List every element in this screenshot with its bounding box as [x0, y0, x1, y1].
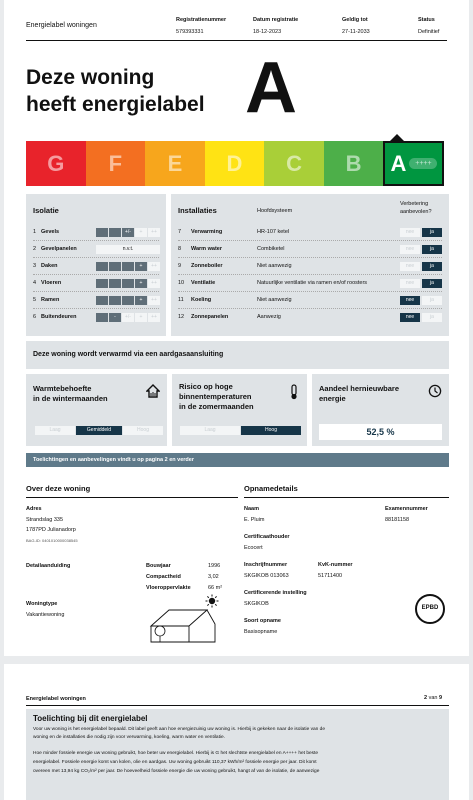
adres-code: BAG-ID: 0401010000038545	[26, 538, 78, 543]
isolatie-num-2: 2	[33, 246, 37, 252]
page2-heading: Toelichting bij dit energielabel	[33, 714, 148, 723]
scale-letter-c: C	[286, 151, 302, 176]
installaties-ja-7: ja	[422, 228, 442, 237]
isolatie-seg-1-2: +/-	[122, 228, 134, 237]
header-value-status: Definitief	[418, 29, 440, 35]
installaties-ja-10: ja	[422, 279, 442, 288]
isolatie-label-1: Gevels	[41, 229, 60, 235]
installaties-col-improve-1: Verbetering	[400, 201, 429, 207]
installaties-num-11: 11	[178, 297, 184, 303]
installaties-label-12: Zonnepanelen	[191, 314, 229, 320]
kvk-label: KvK-nummer	[318, 562, 353, 568]
compact-label: Compactheid	[146, 574, 181, 580]
installaties-num-10: 10	[178, 280, 185, 286]
isolatie-seg-6-2: +/-	[122, 313, 134, 322]
soort-value: Basisopname	[244, 629, 278, 635]
installaties-text-12: Aanwezig	[257, 314, 281, 320]
page2-rule	[26, 705, 449, 706]
header-rule	[26, 40, 447, 41]
page-of: van	[428, 695, 438, 701]
para1-line-2: woning en de installaties die nodig zijn voor verwarming, koeling, warm water en ventilatie.	[33, 735, 225, 740]
isolatie-divider	[33, 291, 159, 293]
adres-label: Adres	[26, 506, 42, 512]
heating-text: Deze woning wordt verwarmd via een aardgasaansluiting	[33, 351, 224, 358]
epbd-seal-text: EPBD	[421, 605, 439, 611]
isolatie-label-4: Vloeren	[41, 280, 62, 286]
isolatie-seg-6-0	[96, 313, 108, 322]
scale-letter-g: G	[47, 151, 65, 176]
exam-value: 88181158	[385, 517, 410, 523]
installaties-label-8: Warm water	[191, 246, 222, 252]
installaties-ja-11: ja	[422, 296, 442, 305]
installaties-label-9: Zonneboiler	[191, 263, 223, 269]
isolatie-value-2: n.v.t.	[96, 245, 160, 254]
isolatie-seg-5-2	[122, 296, 134, 305]
installaties-text-11: Niet aanwezig	[257, 297, 292, 303]
cert-value: Ecocert	[244, 545, 263, 551]
vloer-value: 66 m²	[208, 585, 223, 591]
isolatie-seg-6-1: -	[109, 313, 121, 322]
compact-value: 3,02	[208, 574, 219, 580]
warmtebehoefte-title	[33, 384, 108, 404]
thermometer-icon	[288, 384, 300, 400]
installaties-divider	[178, 308, 442, 310]
hernieuwbaar-title-1: Aandeel hernieuwbare	[319, 384, 400, 393]
installaties-col-head: Hoofdsysteem	[257, 208, 293, 214]
warmtebehoefte-gemiddeld: Gemiddeld	[76, 426, 122, 435]
about-rule	[26, 497, 238, 498]
installaties-ja-12: ja	[422, 313, 442, 322]
isolatie-label-2: Gevelpanelen	[41, 246, 77, 252]
bouwjaar-value: 1996	[208, 563, 221, 569]
header-value-valid: 27-11-2033	[342, 29, 370, 35]
renewable-icon	[428, 384, 442, 398]
hernieuwbaar-value: 52,5 %	[366, 427, 395, 437]
adres-line-2: 1787PD Julianadorp	[26, 527, 76, 533]
isolatie-seg-1-1	[109, 228, 121, 237]
installaties-divider	[178, 257, 442, 259]
isolatie-seg-3-0	[96, 262, 108, 271]
isolatie-num-1: 1	[33, 229, 37, 235]
warmtebehoefte-title-1: Warmtebehoefte	[33, 384, 92, 393]
installaties-num-12: 12	[178, 314, 185, 320]
installaties-divider	[178, 291, 442, 293]
para2-line-1: Hoe minder fossiele energie uw woning gebruikt, hoe beter uw energielabel. Hierbij is G het slechtste energielabel en A++++ het beste	[33, 751, 319, 756]
installaties-divider	[178, 240, 442, 242]
document-title: Energielabel woningen	[26, 22, 97, 29]
notice-text: Toelichtingen en aanbevelingen vindt u op pagina 2 en verder	[33, 457, 194, 463]
opname-rule	[244, 497, 449, 498]
isolatie-seg-5-3: +	[135, 296, 147, 305]
isolatie-seg-6-4: ++	[148, 313, 160, 322]
isolatie-seg-4-3: +	[135, 279, 147, 288]
inschr-value: SKGIKOB 013063	[244, 573, 289, 579]
installaties-num-7: 7	[178, 229, 182, 235]
header-label-status: Status	[418, 17, 435, 23]
isolatie-title: Isolatie	[33, 206, 59, 215]
isolatie-seg-4-1	[109, 279, 121, 288]
installaties-nee-8: nee	[400, 245, 420, 254]
adres-line-1: Strandslag 335	[26, 517, 63, 523]
isolatie-seg-6-3: +	[135, 313, 147, 322]
scale-active-pointer	[390, 134, 404, 141]
header-value-date: 18-12-2023	[253, 29, 282, 35]
page2-para-2	[33, 749, 319, 776]
hernieuwbaar-title-2: energie	[319, 394, 346, 403]
scale-letter-e: E	[167, 151, 183, 176]
page-1	[4, 0, 469, 656]
soort-label: Soort opname	[244, 618, 281, 624]
kvk-value: 51711400	[318, 573, 343, 579]
isolatie-divider	[33, 308, 159, 310]
risico-hoog: Hoog	[241, 426, 301, 435]
type-label: Woningtype	[26, 601, 58, 607]
installaties-nee-10: nee	[400, 279, 420, 288]
vloer-label: Vloeroppervlakte	[146, 585, 191, 591]
para2-line-3: overeen met 13,94 kg CO₂/m² per jaar. De hoeveelheid fossiele energie die uw woning gebruikt, hangt af van de isolatie, de aanwezige	[33, 769, 320, 774]
inst-value: SKGIKOB	[244, 601, 269, 607]
installaties-nee-9: nee	[400, 262, 420, 271]
page2-para-1	[33, 726, 325, 742]
isolatie-num-6: 6	[33, 314, 37, 320]
scale-letter-b: B	[345, 151, 362, 176]
installaties-label-11: Koeling	[191, 297, 212, 303]
installaties-ja-8: ja	[422, 245, 442, 254]
para1-line-1: Voor uw woning is het energielabel bepaald. Dit label geeft aan hoe energiezuinig uw woning is. Hierbij is gekeken naar de isolatie van de	[33, 727, 325, 732]
installaties-text-9: Niet aanwezig	[257, 263, 292, 269]
isolatie-seg-4-0	[96, 279, 108, 288]
isolatie-num-4: 4	[33, 280, 37, 286]
isolatie-seg-4-4: ++	[148, 279, 160, 288]
installaties-label-10: Ventilatie	[191, 280, 216, 286]
installaties-ja-9: ja	[422, 262, 442, 271]
hero-title-line-2: heeft energielabel	[26, 93, 205, 116]
installaties-nee-12: nee	[400, 313, 420, 322]
page2-title: Energielabel woningen	[26, 696, 86, 702]
warmtebehoefte-laag: Laag	[35, 426, 75, 435]
scale-letter-d: D	[226, 151, 243, 176]
installaties-text-7: HR-107 ketel	[257, 229, 290, 235]
inst-label: Certificerende instelling	[244, 590, 307, 596]
installaties-col-improve-2: aanbevolen?	[400, 209, 432, 215]
isolatie-divider	[33, 240, 159, 242]
type-value: Vakantiewoning	[26, 612, 65, 618]
isolatie-seg-5-4: ++	[148, 296, 160, 305]
hero-title	[26, 64, 205, 118]
header-label-valid: Geldig tot	[342, 17, 368, 23]
installaties-text-10: Natuurlijke ventilatie via ramen en/of roosters	[257, 280, 368, 286]
page2-pagenum	[424, 695, 442, 701]
installaties-text-8: Combiketel	[257, 246, 285, 252]
inschr-label: Inschrijfnummer	[244, 562, 288, 568]
page-number: 2	[424, 695, 428, 701]
isolatie-seg-1-4: ++	[148, 228, 160, 237]
hero-energy-label: A	[245, 48, 297, 128]
para2-line-2: energielabel. Fossiele energie komt van kolen, olie en aardgas. Uw woning gebruikt 110,37 kWh/m² fossiele energie per jaar. Dit komt	[33, 760, 317, 765]
opname-title: Opnamedetails	[244, 484, 298, 493]
bouwjaar-label: Bouwjaar	[146, 563, 171, 569]
isolatie-seg-1-3: +	[135, 228, 147, 237]
house-outline-icon	[149, 602, 219, 644]
installaties-label-7: Verwarming	[191, 229, 223, 235]
isolatie-label-3: Daken	[41, 263, 58, 269]
risico-title	[179, 382, 254, 412]
page-total: 9	[439, 695, 443, 701]
house-heat-icon	[146, 384, 160, 398]
header-label-registration: Registratienummer	[176, 17, 227, 23]
naam-value: E. Pluim	[244, 517, 265, 523]
scale-plus-pill: ++++	[409, 158, 437, 169]
isolatie-seg-5-1	[109, 296, 121, 305]
about-title: Over deze woning	[26, 484, 91, 493]
installaties-num-8: 8	[178, 246, 182, 252]
isolatie-seg-3-4: ++	[148, 262, 160, 271]
detail-label: Detailaanduiding	[26, 563, 71, 569]
scale-letter-f: F	[108, 151, 123, 176]
header-value-registration: 579393331	[176, 29, 204, 35]
isolatie-seg-3-3: +	[135, 262, 147, 271]
exam-label: Examennummer	[385, 506, 428, 512]
isolatie-seg-4-2	[122, 279, 134, 288]
scale-letter-a: A	[390, 151, 407, 176]
hero-title-line-1: Deze woning	[26, 66, 155, 89]
installaties-nee-7: nee	[400, 228, 420, 237]
installaties-num-9: 9	[178, 263, 182, 269]
isolatie-label-5: Ramen	[41, 297, 60, 303]
isolatie-num-3: 3	[33, 263, 37, 269]
isolatie-seg-1-0	[96, 228, 108, 237]
naam-label: Naam	[244, 506, 259, 512]
risico-title-2: binnentemperaturen	[179, 392, 252, 401]
isolatie-num-5: 5	[33, 297, 37, 303]
warmtebehoefte-hoog: Hoog	[123, 426, 163, 435]
risico-title-3: in de zomermaanden	[179, 402, 254, 411]
isolatie-seg-3-2	[122, 262, 134, 271]
hernieuwbaar-title	[319, 384, 399, 404]
installaties-divider	[178, 274, 442, 276]
isolatie-divider	[33, 274, 159, 276]
page-2	[4, 664, 469, 800]
installaties-nee-11: nee	[400, 296, 420, 305]
risico-title-1: Risico op hoge	[179, 382, 233, 391]
isolatie-seg-5-0	[96, 296, 108, 305]
installaties-title: Installaties	[178, 206, 217, 215]
isolatie-seg-3-1	[109, 262, 121, 271]
isolatie-label-6: Buitendeuren	[41, 314, 77, 320]
isolatie-divider	[33, 257, 159, 259]
warmtebehoefte-title-2: in de wintermaanden	[33, 394, 108, 403]
cert-label: Certificaathouder	[244, 534, 290, 540]
header-label-date: Datum registratie	[253, 17, 299, 23]
risico-laag: Laag	[180, 426, 240, 435]
